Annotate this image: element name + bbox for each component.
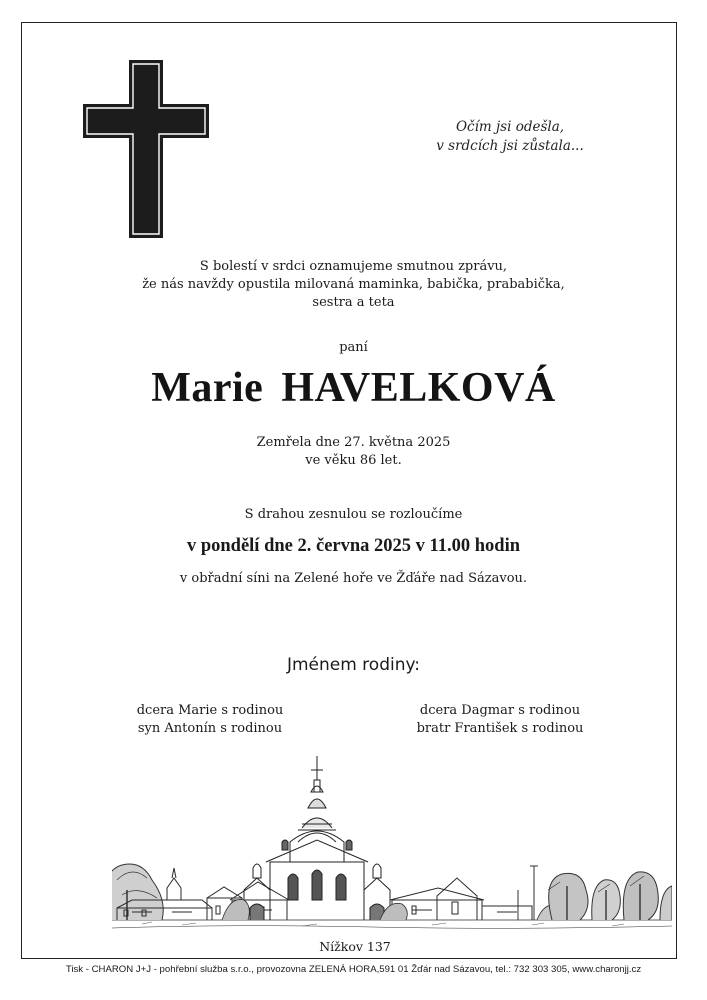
- church-landscape-illustration: [112, 750, 672, 940]
- family-member: syn Antonín s rodinou: [137, 721, 283, 736]
- motto-line: Očím jsi odešla,: [455, 119, 565, 135]
- family-member: bratr František s rodinou: [416, 721, 584, 736]
- print-footer: Tisk - CHARON J+J - pohřební služba s.r.o., provozovna ZELENÁ HORA,591 01 Žďár nad Sázavou, tel.: 732 303 305, www.charonjj.cz: [65, 964, 642, 975]
- cross-icon: [83, 60, 209, 238]
- death-info: [0, 434, 707, 470]
- family-member: dcera Dagmar s rodinou: [419, 703, 581, 718]
- first-name: Marie: [151, 365, 264, 411]
- last-name: HAVELKOVÁ: [281, 365, 556, 411]
- family-list-right: [410, 702, 590, 738]
- ceremony-venue: v obřadní síni na Zelené hoře ve Žďáře nad Sázavou.: [179, 571, 528, 586]
- ceremony-datetime: v pondělí dne 2. června 2025 v 11.00 hodin: [186, 536, 521, 556]
- age: ve věku 86 let.: [305, 453, 402, 468]
- deceased-title: paní: [339, 340, 368, 355]
- announcement: [0, 258, 707, 312]
- family-list-left: [120, 702, 300, 738]
- announcement-line: sestra a teta: [312, 295, 395, 310]
- family-heading: Jménem rodiny:: [286, 655, 421, 675]
- cloister-walls: [117, 868, 532, 920]
- death-date: Zemřela dne 27. května 2025: [256, 435, 451, 450]
- announcement-line: že nás navždy opustila milovaná maminka, babička, prababička,: [142, 277, 565, 292]
- trees-right: [548, 872, 672, 920]
- church: [244, 756, 390, 920]
- family-member: dcera Marie s rodinou: [136, 703, 284, 718]
- sheet-code: Nížkov 137: [319, 939, 391, 954]
- ground-hatching: [142, 922, 624, 926]
- bushes: [222, 899, 565, 920]
- street-lamps: [518, 866, 538, 920]
- deceased-name: [0, 364, 707, 412]
- motto: [415, 118, 605, 156]
- motto-line: v srdcích jsi zůstala...: [436, 138, 584, 154]
- announcement-line: S bolestí v srdci oznamujeme smutnou zprávu,: [199, 259, 508, 274]
- farewell-intro: S drahou zesnulou se rozloučíme: [244, 507, 463, 522]
